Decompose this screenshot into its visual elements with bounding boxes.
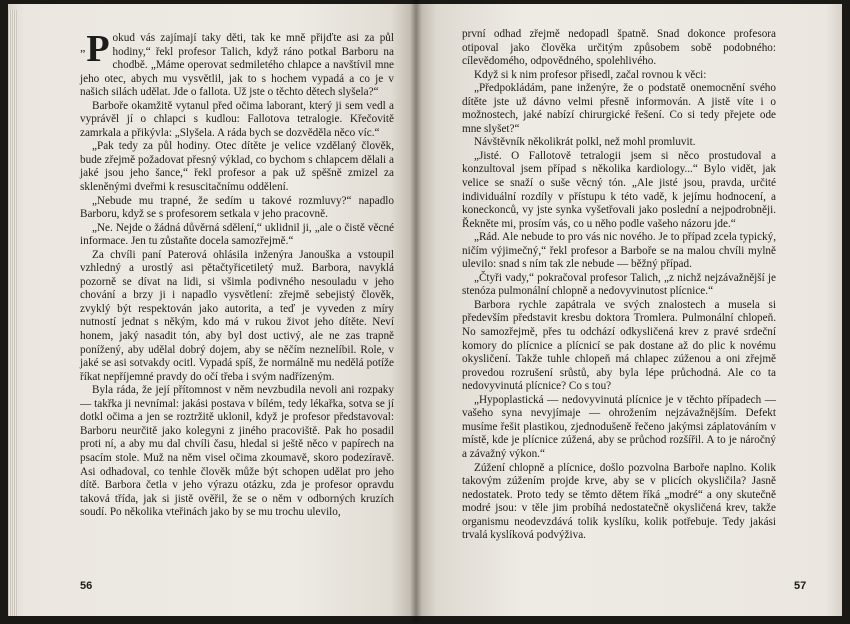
paragraph: Barboře okamžitě vytanul před očima laborant, který ji sem vedl a vyprávěl jí o chlapci s kudlou: Fallotova tetralogie. Křečovitě zamrkala a přikývla: „Slyšela. A ráda bych se dozvěděla něco víc.“: [80, 99, 394, 139]
drop-cap: P: [86, 28, 110, 70]
paragraph: „Pak tedy za půl hodiny. Otec dítěte je velice vzdělaný člověk, bude zřejmě požadovat přesný výklad, co bychom s chlapcem dělali a jaké jsou jeho šance,“ řekl profesor a pak už spěšně zmizel za skleněnými dveřmi k resuscitačnímu oddělení.: [80, 140, 394, 194]
right-page: [416, 4, 842, 616]
paragraph: Návštěvník několikrát polkl, než mohl promluvit.: [474, 136, 696, 149]
paragraph: „Hypoplastická — nedovyvinutá plícnice je v těchto případech — vašeho syna nevyjímaje — ohrožením nejzávažnějším. Defekt musíme řešit plastikou, zjednodušeně řečeno jakýmsi záplatováním v místě, kde je plícnice zúžená, aby se průchod rozšířil. A to je náročný a závažný výkon.“: [462, 393, 776, 460]
open-book: [8, 0, 842, 622]
page-number: 56: [80, 580, 93, 592]
paragraph: [80, 28, 394, 100]
opening-quote: „: [80, 40, 86, 54]
paragraph: „Jisté. O Fallotově tetralogii jsem si něco prostudoval a konzultoval jsem případ s několika kardiology...“ Bylo vidět, jak velice se snaží o suše věcný tón. „Ale jisté jsou, pravda, určité individuální rozdíly v přístupu k této vadě, k jejímu hodnocení, a koneckonců, vy jste synka vyšetřovali jako poslední a nejpodrobněji. Řekněte mi, prosím vás, co u něho podle vašeho názoru jde.“: [462, 149, 776, 230]
paragraph: Za chvíli paní Paterová ohlásila inženýra Janouška a vstoupil vzhledný a urostlý asi pětačtyřicetiletý muž. Barbora, navyklá pozorně se dívat na lidi, si všimla podivného nesouladu v jeho chování a brzy ji i napadlo vysvětlení: zřejmě sebejistý člověk, zvyklý být respektován jako autorita, a teď je vyveden z míry nutností jednat s někým, kdo má v rukou život jeho dítěte. Neví honem, jaký nasadit tón, aby byl dost uctivý, ale ne zas trapně ponížený, aby udělal dobrý dojem, aby se něčím neznelíbil. Role, v jaké se asi sotvakdy ocitl. Vypadá spíš, že normálně mu nedělá potíže říkat nepříjemné pravdy do očí třeba i svým nadřízeným.: [80, 248, 394, 383]
paragraph: „Ne. Nejde o žádná důvěrná sdělení,“ uklidnil ji, „ale o čistě věcné informace. Jen tu zůstaňte docela samozřejmě.“: [80, 221, 394, 248]
left-page: [8, 4, 416, 616]
paragraph: Byla ráda, že její přítomnost v něm nevzbudila nevoli ani rozpaky — takřka ji nevnímal: jakási postava v bílém, tedy lékařka, sotva se jí dotkl očima a jen se roztržitě uklonil, když je profesor představoval: Barboru neurčitě jako kolegyni z jiného pracoviště. Pak ho posadil proti ní, a aby mu dal chvíli času, hledal si ještě něco v papírech na psacím stole. Muž na něm visel očima zkoumavě, skoro podezíravě. Asi odhadoval, co tenhle člověk může být schopen udělat pro jeho dítě. Barbora četla v jeho výrazu otázku, zda je profesor opravdu taková třída, jak si jistě ověřil, že se o něm v odborných kruzích soudí. Po několika vteřinách jako by se mu trochu ulevilo,: [80, 384, 394, 519]
paragraph: „Rád. Ale nebude to pro vás nic nového. Je to případ zcela typický, ničím výjimečný,“ řekl profesor a Barboře se na malou chvíli mylně ulevilo: snad s ním tak zle nebude — běžný případ.: [462, 231, 776, 271]
paragraph: „Čtyři vady,“ pokračoval profesor Talich, „z nichž nejzávažnější je stenóza pulmonální chlopně a nedovyvinutost plícnice.“: [462, 271, 776, 298]
paragraph-text: okud vás zajímají taky děti, tak ke mně přijďte asi za půl hodiny,“ řekl profesor Talich, když ráno potkal Barboru na chodbě. „Máme operovat sedmiletého chlapce a navštívil mne jeho otec, abych mu vysvětlil, jak to s hochem vypadá a co je v našich silách udělat. Jde o fallota. Už jste o těchto dětech slyšela?“: [80, 32, 394, 99]
left-text-column: [80, 28, 394, 520]
page-edges: [8, 10, 18, 616]
paragraph: Zúžení chlopně a plícnice, došlo pozvolna Barboře naplno. Kolik takovým zúžením projde krve, aby se v plicích okysličila? Jasně nedostatek. Proto tedy se těmto dětem říká „modré“ a ony skutečně modré jsou: v těle jim probíhá nedostatečně okysličená krev, takže organismu neodevzdává tolik kyslíku, kolik potřebuje. Tedy jakási trvalá kyslíková podvýživa.: [462, 461, 776, 542]
paragraph: „Nebude mu trapné, že sedím u takové rozmluvy?“ napadlo Barboru, když se s profesorem setkala v jeho pracovně.: [80, 194, 394, 221]
paragraph: Barbora rychle zapátrala ve svých znalostech a musela si především představit kresbu doktora Tromlera. Pulmonální chlopeň. No samozřejmě, přes tu odchází odkysličená krev z pravé srdeční komory do plícnice a plícnicí se pak dostane až do plic k novému okysličení. Takže tuhle chlopeň má chlapec zúženou a oni zřejmě provedou rozrušení srůstů, aby byla lépe průchodná. Ale co ta nedovyvinutá plícnice? Co s tou?: [462, 298, 776, 393]
book-gutter: [410, 0, 422, 622]
page-number: 57: [794, 580, 807, 592]
paragraph: „Předpokládám, pane inženýre, že o podstatě onemocnění svého dítěte jste už dávno velmi přesně informován. A jistě víte i o možnostech, jaké nabízí chirurgické řešení. Co si tedy přejete ode mne slyšet?“: [462, 82, 776, 135]
paragraph: Když si k nim profesor přisedl, začal rovnou k věci:: [474, 68, 707, 81]
right-text-column: [462, 28, 776, 543]
paragraph: první odhad zřejmě nedopadl špatně. Snad dokonce profesora otipoval jako člověka určitým způsobem sobě podobného: cílevědomého, odpovědného, spolehlivého.: [462, 28, 776, 68]
